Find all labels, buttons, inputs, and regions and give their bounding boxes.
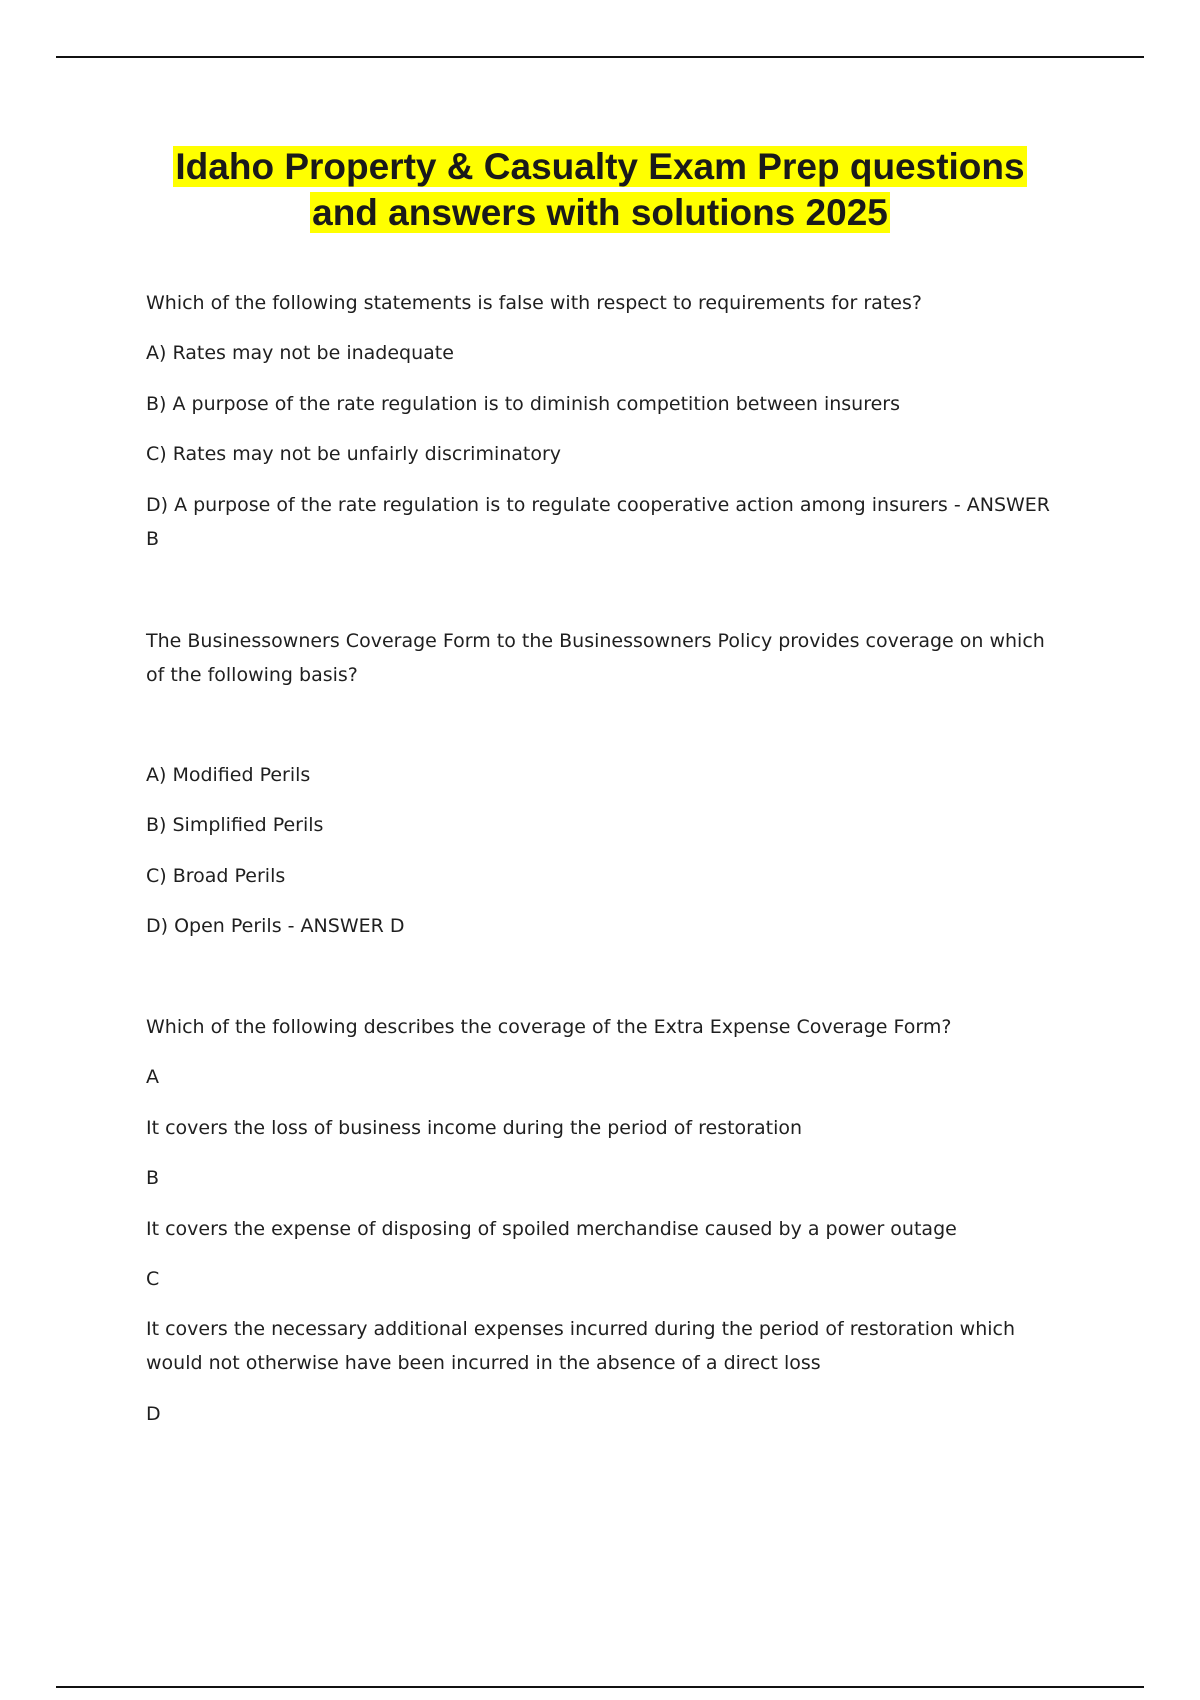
q2-question-line-1: The Businessowners Coverage Form to the Businessowners Policy provides coverage on which — [146, 630, 1045, 652]
q1-option-b: B) A purpose of the rate regulation is to diminish competition between insurers — [146, 393, 901, 415]
q2-option-a: A) Modified Perils — [146, 764, 311, 786]
q3-letter-d: D — [146, 1403, 161, 1425]
title-line-1: Idaho Property & Casualty Exam Prep questions — [175, 146, 1025, 187]
q2-option-d: D) Open Perils - ANSWER D — [146, 915, 405, 937]
q2-question — [146, 624, 1086, 692]
title-line-2: and answers with solutions 2025 — [312, 192, 888, 233]
q3-option-c — [146, 1312, 1086, 1380]
top-rule — [56, 56, 1144, 58]
q3-option-a: It covers the loss of business income during the period of restoration — [146, 1117, 803, 1139]
q1-option-d — [146, 488, 1086, 556]
q3-letter-b: B — [146, 1167, 160, 1189]
q3-letter-c: C — [146, 1268, 160, 1290]
q1-option-d-line-1: D) A purpose of the rate regulation is to regulate cooperative action among insurers - ANSWER — [146, 494, 1051, 516]
q1-option-a: A) Rates may not be inadequate — [146, 342, 454, 364]
q2-option-b: B) Simplified Perils — [146, 814, 324, 836]
q2-option-c: C) Broad Perils — [146, 865, 286, 887]
q3-letter-a: A — [146, 1066, 159, 1088]
q2-question-line-2: of the following basis? — [146, 664, 358, 686]
document-title — [100, 144, 1100, 236]
q1-option-c: C) Rates may not be unfairly discriminatory — [146, 443, 562, 465]
q3-question: Which of the following describes the coverage of the Extra Expense Coverage Form? — [146, 1016, 952, 1038]
q1-question: Which of the following statements is false with respect to requirements for rates? — [146, 292, 922, 314]
q3-option-c-line-2: would not otherwise have been incurred in the absence of a direct loss — [146, 1352, 821, 1374]
q3-option-b: It covers the expense of disposing of spoiled merchandise caused by a power outage — [146, 1218, 957, 1240]
bottom-rule — [56, 1686, 1144, 1688]
q3-option-c-line-1: It covers the necessary additional expenses incurred during the period of restoration which — [146, 1318, 1016, 1340]
q1-option-d-line-2: B — [146, 528, 160, 550]
